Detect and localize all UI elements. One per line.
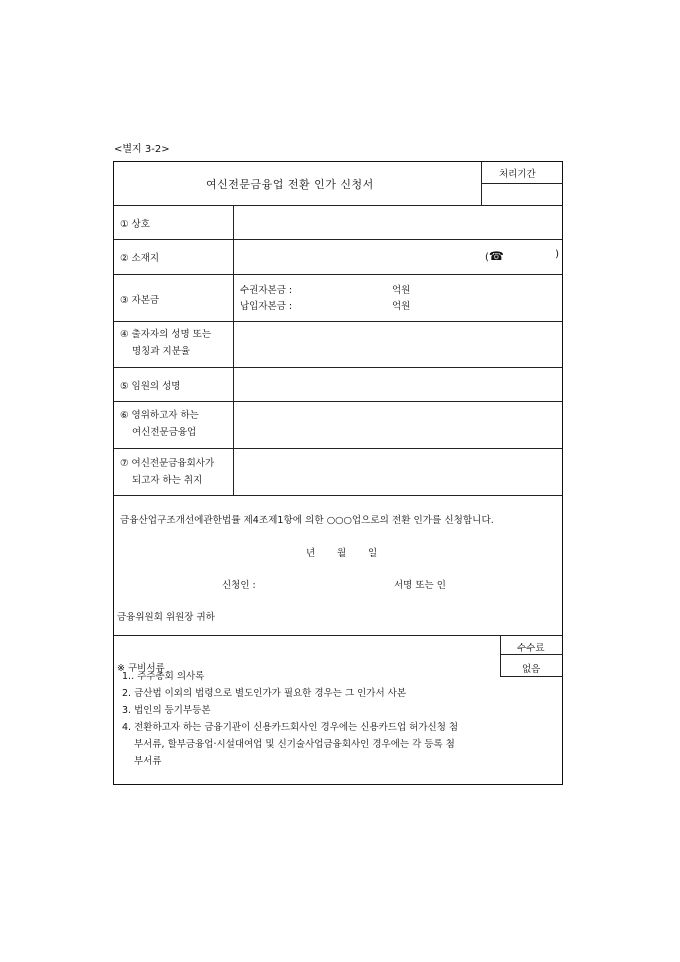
- purpose-value[interactable]: [240, 464, 558, 478]
- applicant-label: 신청인 :: [222, 580, 256, 591]
- application-form: [113, 161, 563, 785]
- document-item-1: 1.. 주주총회 의사록: [122, 671, 205, 682]
- divider: [500, 654, 563, 655]
- row-label-purpose: [120, 455, 214, 489]
- authorized-capital-label: 수권자본금 :: [240, 285, 293, 296]
- divider: [114, 448, 562, 449]
- row-label-business-type: [120, 407, 199, 441]
- location-value[interactable]: [240, 250, 480, 264]
- document-item-4-cont-1: 부서류, 할부금융업·시설대여업 및 신기술사업금융회사인 경우에는 각 등록 첨: [134, 739, 455, 750]
- telephone-icon: ☎: [488, 249, 504, 263]
- divider: [500, 676, 563, 677]
- divider: [481, 162, 482, 205]
- signature-label: 서명 또는 인: [394, 580, 446, 591]
- company-name-value[interactable]: [240, 216, 558, 230]
- paid-capital-label: 납입자본금 :: [240, 301, 293, 312]
- addressee: 금융위원회 위원장 귀하: [117, 612, 215, 623]
- divider: [114, 239, 562, 240]
- divider: [114, 635, 562, 636]
- date-day: 일: [368, 548, 378, 559]
- applicant-input[interactable]: [264, 575, 384, 589]
- row-label-location: ② 소재지: [120, 253, 160, 264]
- divider: [114, 205, 562, 206]
- row-label-business-type-line1: ⑥ 영위하고자 하는: [120, 410, 199, 421]
- officers-value[interactable]: [240, 378, 558, 392]
- business-type-value[interactable]: [240, 417, 558, 431]
- row-label-investors-line1: ④ 출자자의 성명 또는: [120, 329, 211, 340]
- authorized-capital-unit: 억원: [392, 285, 411, 296]
- divider: [481, 183, 563, 184]
- document-item-4: 4. 전환하고자 하는 금융기관이 신용카드회사인 경우에는 신용카드업 허가신청 첨: [122, 722, 459, 733]
- divider: [500, 635, 501, 676]
- fee-label: 수수료: [517, 643, 545, 654]
- fee-value: 없음: [522, 664, 541, 675]
- application-statement: 금융산업구조개선에관한법률 제4조제1항에 의한 ○○○업으로의 전환 인가를 신청합니다.: [120, 515, 494, 526]
- required-documents-title: ※ 구비서류: [117, 663, 165, 674]
- form-reference-number: <별지 3-2>: [114, 144, 170, 155]
- divider: [114, 321, 562, 322]
- phone-close-paren: ): [555, 249, 559, 260]
- divider: [233, 205, 234, 495]
- date-month: 월: [337, 548, 347, 559]
- paid-capital-unit: 억원: [392, 301, 411, 312]
- phone-field[interactable]: [485, 249, 559, 263]
- row-label-investors-line2: 명칭과 지분율: [132, 346, 191, 357]
- divider: [114, 401, 562, 402]
- required-documents-list: [122, 668, 458, 770]
- processing-period-label: 처리기간: [499, 169, 536, 180]
- row-label-capital: ③ 자본금: [120, 295, 160, 306]
- row-label-investors: [120, 326, 211, 360]
- document-item-3: 3. 법인의 등기부등본: [122, 705, 211, 716]
- row-label-purpose-line1: ⑦ 여신전문금융회사가: [120, 458, 215, 469]
- document-item-4-cont-2: 부서류: [134, 756, 162, 767]
- form-title: 여신전문금융업 전환 인가 신청서: [206, 178, 374, 191]
- divider: [114, 367, 562, 368]
- investors-value[interactable]: [240, 332, 558, 346]
- divider: [114, 274, 562, 275]
- phone-open-paren: (: [485, 252, 489, 263]
- divider: [114, 495, 562, 496]
- row-label-company-name: ① 상호: [120, 219, 150, 230]
- row-label-officers: ⑤ 임원의 성명: [120, 381, 181, 392]
- document-item-2: 2. 금산법 이외의 법령으로 별도인가가 필요한 경우는 그 인가서 사본: [122, 688, 407, 699]
- row-label-purpose-line2: 되고자 하는 취지: [132, 475, 203, 486]
- row-label-business-type-line2: 여신전문금융업: [132, 427, 197, 438]
- date-year: 년: [306, 548, 316, 559]
